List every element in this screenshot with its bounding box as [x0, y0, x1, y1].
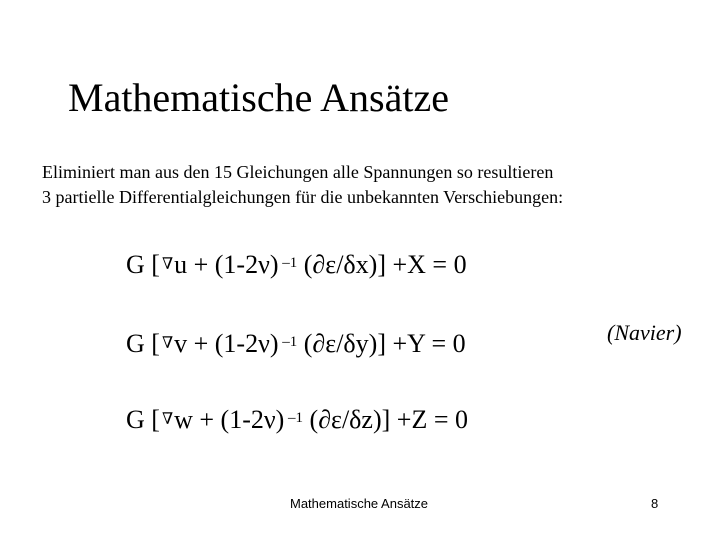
intro-text	[42, 160, 563, 210]
equation-tail: (∂ε/δz)] +Z = 0	[303, 405, 468, 434]
equation-u	[126, 250, 467, 280]
intro-line-1: Eliminiert man aus den 15 Gleichungen alle Spannungen so resultieren	[42, 162, 554, 182]
nabla-icon: ∇	[161, 411, 174, 428]
equation-tail: (∂ε/δy)] +Y = 0	[297, 329, 466, 358]
equation-v	[126, 329, 466, 359]
equation-body: u + (1-2ν)	[174, 250, 279, 279]
equation-prefix: G [	[126, 329, 160, 358]
equation-w	[126, 405, 468, 435]
nabla-icon: ∇	[161, 256, 174, 273]
page-number: 8	[651, 496, 659, 511]
intro-line-2: 3 partielle Differentialgleichungen für die unbekannten Verschiebungen:	[42, 187, 564, 207]
equation-exponent: –1	[278, 334, 298, 350]
equation-prefix: G [	[126, 405, 160, 434]
equation-prefix: G [	[126, 250, 160, 279]
footer-title: Mathematische Ansätze	[290, 496, 429, 511]
equation-tail: (∂ε/δx)] +X = 0	[297, 250, 467, 279]
navier-label: (Navier)	[607, 320, 682, 345]
equation-body: v + (1-2ν)	[174, 329, 279, 358]
equation-exponent: –1	[278, 255, 298, 271]
nabla-icon: ∇	[161, 335, 174, 352]
equation-body: w + (1-2ν)	[174, 405, 285, 434]
slide-title: Mathematische Ansätze	[68, 75, 449, 120]
equation-exponent: –1	[284, 410, 304, 426]
